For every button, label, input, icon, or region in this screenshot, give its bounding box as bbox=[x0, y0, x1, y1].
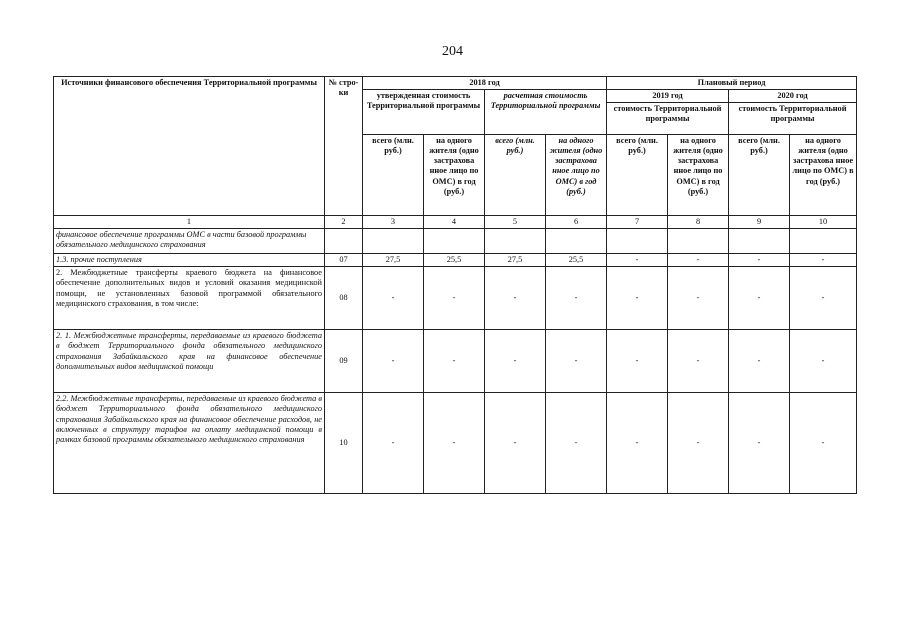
column-number: 10 bbox=[790, 216, 857, 229]
row-value: - bbox=[607, 254, 668, 267]
row-value bbox=[546, 229, 607, 254]
header-total: всего (млн. руб.) bbox=[729, 135, 790, 216]
row-code: 08 bbox=[325, 267, 363, 330]
row-value: - bbox=[424, 393, 485, 494]
column-number: 9 bbox=[729, 216, 790, 229]
row-value: 25,5 bbox=[424, 254, 485, 267]
row-value: - bbox=[668, 254, 729, 267]
header-per-resident: на одного жителя (одно застрахова нное лицо по ОМС) в год (руб.) bbox=[790, 135, 857, 216]
table-row bbox=[54, 330, 857, 393]
header-year-2018: 2018 год bbox=[363, 77, 607, 90]
row-value: - bbox=[668, 330, 729, 393]
row-code: 10 bbox=[325, 393, 363, 494]
row-value: - bbox=[546, 267, 607, 330]
row-value: - bbox=[485, 267, 546, 330]
row-value: - bbox=[424, 330, 485, 393]
row-value: - bbox=[790, 254, 857, 267]
header-2020 bbox=[729, 90, 857, 135]
row-value: - bbox=[363, 330, 424, 393]
row-value: - bbox=[424, 267, 485, 330]
row-value: - bbox=[485, 393, 546, 494]
table-row bbox=[54, 229, 857, 254]
header-total: всего (млн. руб.) bbox=[485, 135, 546, 216]
row-value: - bbox=[607, 330, 668, 393]
row-code bbox=[325, 229, 363, 254]
header-2019 bbox=[607, 90, 729, 135]
row-value: - bbox=[790, 330, 857, 393]
header-year-2019: 2019 год bbox=[607, 90, 728, 103]
header-year-2020: 2020 год bbox=[729, 90, 856, 103]
row-value: - bbox=[607, 267, 668, 330]
row-value bbox=[485, 229, 546, 254]
header-cost-2020: стоимость Территориальной программы bbox=[738, 104, 847, 124]
row-value bbox=[729, 229, 790, 254]
row-value bbox=[607, 229, 668, 254]
row-value: - bbox=[546, 330, 607, 393]
header-row-number: № стро- ки bbox=[325, 77, 363, 216]
row-value: - bbox=[546, 393, 607, 494]
column-number: 7 bbox=[607, 216, 668, 229]
row-code: 09 bbox=[325, 330, 363, 393]
column-number: 2 bbox=[325, 216, 363, 229]
column-number: 8 bbox=[668, 216, 729, 229]
row-source: 2. 1. Межбюджетные трансферты, передаваемые из краевого бюджета в бюджет Территориального фонда обязательного медицинского страхования Забайкальского края на финансовое обеспечение дополнительных видов медицинской помощи bbox=[54, 330, 325, 393]
table-row bbox=[54, 254, 857, 267]
financing-table bbox=[53, 76, 857, 494]
row-value: - bbox=[790, 393, 857, 494]
column-numbers-row bbox=[54, 216, 857, 229]
row-value: - bbox=[485, 330, 546, 393]
header-planned-period: Плановый период bbox=[607, 77, 857, 90]
table-row bbox=[54, 393, 857, 494]
row-value: - bbox=[729, 267, 790, 330]
header-total: всего (млн. руб.) bbox=[607, 135, 668, 216]
row-value bbox=[363, 229, 424, 254]
row-value: 25,5 bbox=[546, 254, 607, 267]
row-value: - bbox=[607, 393, 668, 494]
row-value: - bbox=[668, 393, 729, 494]
row-code: 07 bbox=[325, 254, 363, 267]
row-source: финансовое обеспечение программы ОМС в части базовой программы обязательного медицинского страхования bbox=[54, 229, 325, 254]
row-value: - bbox=[363, 267, 424, 330]
row-value bbox=[424, 229, 485, 254]
page-number: 204 bbox=[442, 44, 463, 59]
header-row-1 bbox=[54, 77, 857, 90]
table-row bbox=[54, 267, 857, 330]
row-value: - bbox=[729, 254, 790, 267]
header-per-resident: на одного жителя (одно застрахова нное лицо по ОМС) в год (руб.) bbox=[424, 135, 485, 216]
column-number: 3 bbox=[363, 216, 424, 229]
header-per-resident: на одного жителя (одно застрахова нное лицо по ОМС) в год (руб.) bbox=[668, 135, 729, 216]
header-total: всего (млн. руб.) bbox=[363, 135, 424, 216]
row-value: - bbox=[668, 267, 729, 330]
row-value: - bbox=[363, 393, 424, 494]
header-estimated-cost: расчетная стоимость Территориальной программы bbox=[485, 90, 607, 135]
row-value: - bbox=[729, 330, 790, 393]
row-source: 1.3. прочие поступления bbox=[54, 254, 325, 267]
row-source: 2.2. Межбюджетные трансферты, передаваемые из краевого бюджета в бюджет Территориального фонда обязательного медицинского страхования Забайкальского края на финансовое обеспечение расходов, не включенных в структуру тарифов на оплату медицинской помощи в рамках базовой программы обязательного медицинского страхования bbox=[54, 393, 325, 494]
column-number: 6 bbox=[546, 216, 607, 229]
header-approved-cost: утвержденная стоимость Территориальной программы bbox=[363, 90, 485, 135]
header-sources: Источники финансового обеспечения Территориальной программы bbox=[54, 77, 325, 216]
row-source: 2. Межбюджетные трансферты краевого бюджета на финансовое обеспечение дополнительных видов и условий оказания медицинской помощи, не установленных базовой программой обязательного медицинского страхования, в том числе: bbox=[54, 267, 325, 330]
header-cost-2019: стоимость Территориальной программы bbox=[613, 104, 722, 124]
row-value: - bbox=[790, 267, 857, 330]
row-value bbox=[668, 229, 729, 254]
column-number: 5 bbox=[485, 216, 546, 229]
column-number: 4 bbox=[424, 216, 485, 229]
header-per-resident: на одного жителя (одно застрахова нное лицо по ОМС) в год (руб.) bbox=[546, 135, 607, 216]
row-value: - bbox=[729, 393, 790, 494]
row-value bbox=[790, 229, 857, 254]
column-number: 1 bbox=[54, 216, 325, 229]
row-value: 27,5 bbox=[485, 254, 546, 267]
row-value: 27,5 bbox=[363, 254, 424, 267]
